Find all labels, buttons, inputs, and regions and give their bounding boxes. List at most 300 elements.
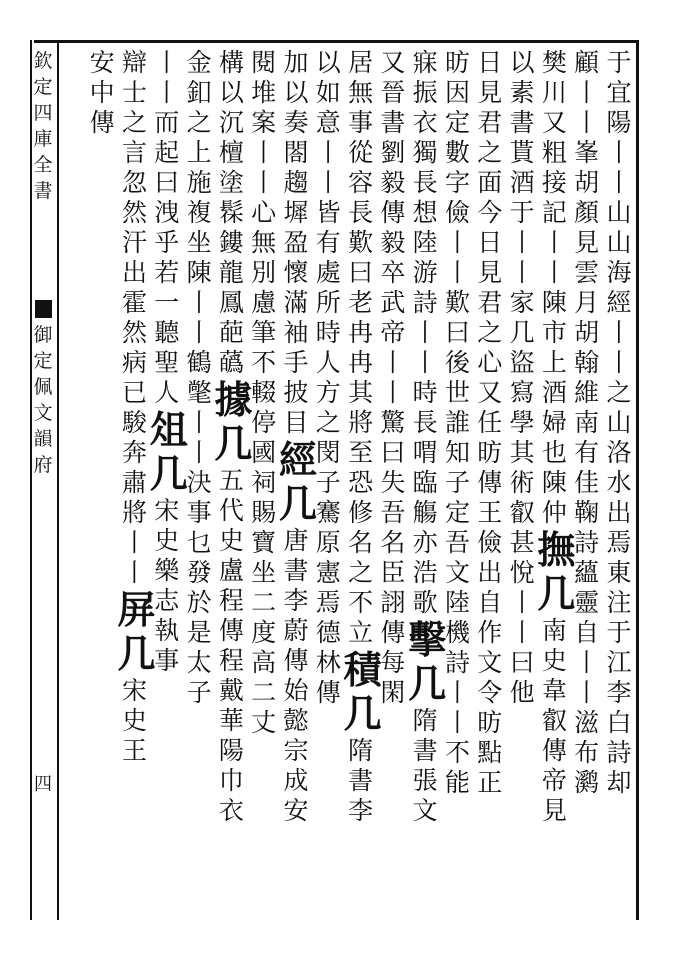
char: 堆 xyxy=(251,78,277,107)
char: 寶 xyxy=(251,528,277,557)
char: 山 xyxy=(606,228,632,257)
char: 史 xyxy=(541,646,567,675)
char: 毅 xyxy=(380,228,406,257)
char: 事 xyxy=(348,108,374,137)
char: 東 xyxy=(606,558,632,587)
char: 曰 xyxy=(509,648,535,677)
char: 詩 xyxy=(444,648,470,677)
char: 也 xyxy=(541,438,567,467)
char: 文 xyxy=(444,558,470,587)
char: 處 xyxy=(315,258,341,287)
char: 丨 xyxy=(509,588,535,617)
char: 陳 xyxy=(186,258,212,287)
char: 悅 xyxy=(509,558,535,587)
char: 几 xyxy=(149,451,188,496)
char: 曰 xyxy=(444,318,470,347)
char: 鳳 xyxy=(218,288,244,317)
char: 盈 xyxy=(283,228,309,257)
char: 長 xyxy=(348,198,374,227)
char: 誰 xyxy=(444,408,470,437)
char: 見 xyxy=(541,796,567,825)
char: 酒 xyxy=(541,378,567,407)
headword xyxy=(117,587,156,676)
char: 將 xyxy=(121,498,147,527)
char: 又 xyxy=(541,108,567,137)
char: 然 xyxy=(121,198,147,227)
char: 貰 xyxy=(509,138,535,167)
char: 丨 xyxy=(444,678,470,707)
char: 祠 xyxy=(251,468,277,497)
char: 君 xyxy=(477,288,503,317)
char: 丨 xyxy=(574,648,600,677)
char: 二 xyxy=(251,588,277,617)
char: 韻 xyxy=(33,428,53,450)
char: 昉 xyxy=(444,48,470,77)
char: 御 xyxy=(33,324,53,346)
char: 盜 xyxy=(509,348,535,377)
char: 歌 xyxy=(412,588,438,617)
char: 丨 xyxy=(315,168,341,197)
char: 定 xyxy=(33,76,53,98)
char: 丨 xyxy=(606,138,632,167)
char: 定 xyxy=(444,108,470,137)
char: 是 xyxy=(186,618,212,647)
char: 于 xyxy=(606,618,632,647)
char: 丨 xyxy=(380,348,406,377)
char: 據 xyxy=(214,377,253,422)
char: 府 xyxy=(33,454,53,476)
char: 高 xyxy=(251,648,277,677)
char: 失 xyxy=(380,468,406,497)
char: 鞠 xyxy=(574,498,600,527)
char: 坐 xyxy=(251,558,277,587)
char: 丨 xyxy=(606,318,632,347)
char: 書 xyxy=(348,766,374,795)
char: 沉 xyxy=(218,108,244,137)
char: 始 xyxy=(283,676,309,705)
char: 於 xyxy=(186,588,212,617)
char: 恐 xyxy=(348,468,374,497)
char: 丨 xyxy=(315,138,341,167)
char: 全 xyxy=(33,154,53,176)
char: 山 xyxy=(606,408,632,437)
char: 機 xyxy=(444,618,470,647)
char: 吾 xyxy=(380,498,406,527)
char: 安 xyxy=(283,796,309,825)
char: 長 xyxy=(412,168,438,197)
char: 文 xyxy=(33,402,53,424)
char: 學 xyxy=(509,408,535,437)
text-column xyxy=(149,48,188,676)
char: 佩 xyxy=(33,376,53,398)
text-column xyxy=(214,48,253,826)
char: 字 xyxy=(444,168,470,197)
char: 皆 xyxy=(315,198,341,227)
page-number: 四 xyxy=(34,774,52,795)
char: 丨 xyxy=(541,258,567,287)
char: 隋 xyxy=(348,736,374,765)
char: 代 xyxy=(218,496,244,525)
text-column xyxy=(279,48,318,826)
char: 歎 xyxy=(348,228,374,257)
char: 粗 xyxy=(541,138,567,167)
char: 積 xyxy=(343,647,382,692)
char: 叡 xyxy=(509,498,535,527)
char: 德 xyxy=(315,618,341,647)
char: 市 xyxy=(541,318,567,347)
char: 目 xyxy=(283,408,309,437)
char: 霍 xyxy=(121,288,147,317)
char: 丨 xyxy=(444,708,470,737)
char: 丨 xyxy=(444,258,470,287)
char: 無 xyxy=(348,78,374,107)
char: 詩 xyxy=(412,288,438,317)
char: 子 xyxy=(186,678,212,707)
char: 至 xyxy=(348,438,374,467)
char: 俎 xyxy=(149,407,188,452)
char: 記 xyxy=(541,198,567,227)
char: 之 xyxy=(186,108,212,137)
text-column xyxy=(602,48,636,798)
char: 名 xyxy=(348,528,374,557)
char: 加 xyxy=(283,48,309,77)
char: 書 xyxy=(380,108,406,137)
char: 儉 xyxy=(444,198,470,227)
char: 翰 xyxy=(574,348,600,377)
char: 李 xyxy=(348,796,374,825)
text-column xyxy=(311,48,345,708)
char: 山 xyxy=(606,198,632,227)
text-run xyxy=(182,348,216,708)
text-run xyxy=(537,616,571,826)
char: 衣 xyxy=(412,108,438,137)
char: 若 xyxy=(154,258,180,287)
char: 丨 xyxy=(251,168,277,197)
char: 冉 xyxy=(348,318,374,347)
char: 令 xyxy=(477,678,503,707)
char: 仲 xyxy=(541,498,567,527)
char: 龍 xyxy=(218,258,244,287)
text-run xyxy=(279,526,313,826)
book-title xyxy=(30,48,56,204)
char: 之 xyxy=(606,378,632,407)
char: 傳 xyxy=(315,678,341,707)
char: 氅 xyxy=(186,378,212,407)
char: 懷 xyxy=(283,258,309,287)
char: 自 xyxy=(477,588,503,617)
char: 因 xyxy=(444,78,470,107)
char: 披 xyxy=(283,378,309,407)
char: 李 xyxy=(283,586,309,615)
char: 韋 xyxy=(541,676,567,705)
char: 君 xyxy=(477,108,503,137)
text-run xyxy=(344,48,378,648)
char: 丨 xyxy=(509,258,535,287)
char: 雲 xyxy=(574,258,600,287)
text-run xyxy=(505,48,539,498)
char: 史 xyxy=(154,526,180,555)
headword xyxy=(279,437,318,526)
headword xyxy=(537,527,576,616)
char: 程 xyxy=(218,586,244,615)
char: 蘊 xyxy=(574,558,600,587)
char: 想 xyxy=(412,198,438,227)
char: 蘤 xyxy=(218,348,244,377)
char: 肅 xyxy=(121,468,147,497)
char: 几 xyxy=(408,661,447,706)
char: 冉 xyxy=(348,348,374,377)
char: 書 xyxy=(509,108,535,137)
char: 鏤 xyxy=(218,228,244,257)
char: 接 xyxy=(541,168,567,197)
text-run xyxy=(408,706,442,826)
text-run xyxy=(279,48,313,438)
char: 海 xyxy=(606,258,632,287)
char: 任 xyxy=(477,408,503,437)
text-run xyxy=(150,48,184,408)
char: 陸 xyxy=(444,588,470,617)
char: 傳 xyxy=(283,646,309,675)
char: 文 xyxy=(477,648,503,677)
text-run xyxy=(408,48,442,618)
text-run xyxy=(182,48,216,348)
char: 容 xyxy=(348,168,374,197)
char: 手 xyxy=(283,348,309,377)
char: 釦 xyxy=(186,78,212,107)
char: 帝 xyxy=(541,766,567,795)
char: 寫 xyxy=(509,378,535,407)
char: 所 xyxy=(315,288,341,317)
char: 觴 xyxy=(412,498,438,527)
char: 丨 xyxy=(412,318,438,347)
text-column xyxy=(182,48,216,708)
char: 史 xyxy=(218,526,244,555)
text-run xyxy=(376,48,410,588)
char: 起 xyxy=(154,138,180,167)
char: 屏 xyxy=(117,587,156,632)
char: 安 xyxy=(89,48,115,77)
char: 傳 xyxy=(380,198,406,227)
char: 閱 xyxy=(251,48,277,77)
char: 浩 xyxy=(412,558,438,587)
char: 几 xyxy=(343,691,382,736)
text-run xyxy=(118,676,152,766)
char: 出 xyxy=(477,558,503,587)
char: 之 xyxy=(477,138,503,167)
char: 日 xyxy=(477,228,503,257)
text-column xyxy=(473,48,507,798)
char: 曰 xyxy=(154,168,180,197)
char: 昉 xyxy=(477,708,503,737)
char: 志 xyxy=(154,586,180,615)
char: 獨 xyxy=(412,138,438,167)
char: 維 xyxy=(574,378,600,407)
char: 川 xyxy=(541,78,567,107)
text-run xyxy=(570,48,604,798)
char: 事 xyxy=(154,646,180,675)
char: 書 xyxy=(412,736,438,765)
section-title-column xyxy=(30,322,56,478)
char: 丨 xyxy=(606,168,632,197)
char: 五 xyxy=(218,466,244,495)
char: 蔚 xyxy=(283,616,309,645)
char: 憲 xyxy=(315,558,341,587)
char: 宗 xyxy=(283,736,309,765)
char: 二 xyxy=(251,678,277,707)
char: 袖 xyxy=(283,318,309,347)
char: 文 xyxy=(412,796,438,825)
char: 奔 xyxy=(121,438,147,467)
char: 子 xyxy=(444,468,470,497)
char: 王 xyxy=(477,498,503,527)
char: 酒 xyxy=(509,168,535,197)
char: 丨 xyxy=(186,438,212,467)
char: 閤 xyxy=(283,138,309,167)
char: 月 xyxy=(574,288,600,317)
char: 子 xyxy=(315,468,341,497)
char: 陽 xyxy=(218,736,244,765)
char: 几 xyxy=(279,481,318,526)
text-run xyxy=(311,48,345,618)
char: 名 xyxy=(380,528,406,557)
char: 㶉 xyxy=(574,768,600,797)
char: 意 xyxy=(315,108,341,137)
char: 武 xyxy=(380,288,406,317)
char: 欽 xyxy=(33,50,53,72)
char: 盧 xyxy=(218,556,244,585)
text-column xyxy=(85,48,119,138)
char: 几 xyxy=(214,421,253,466)
char: 騫 xyxy=(315,498,341,527)
char: 白 xyxy=(606,708,632,737)
char: 史 xyxy=(121,706,147,735)
char: 世 xyxy=(444,378,470,407)
char: 丨 xyxy=(186,288,212,317)
char: 立 xyxy=(348,618,374,647)
char: 曰 xyxy=(380,438,406,467)
text-run xyxy=(505,498,539,708)
char: 几 xyxy=(117,631,156,676)
char: 南 xyxy=(541,616,567,645)
char: 丨 xyxy=(186,318,212,347)
char: 閑 xyxy=(380,678,406,707)
char: 戴 xyxy=(218,676,244,705)
char: 不 xyxy=(348,588,374,617)
char: 江 xyxy=(606,648,632,677)
headword xyxy=(343,647,382,736)
section-title xyxy=(30,322,56,478)
char: 書 xyxy=(283,556,309,585)
char: 發 xyxy=(186,558,212,587)
char: 慮 xyxy=(251,288,277,317)
text-column xyxy=(537,48,576,826)
char: 坐 xyxy=(186,228,212,257)
char: 宋 xyxy=(121,676,147,705)
char: 四 xyxy=(33,102,53,124)
char: 面 xyxy=(477,168,503,197)
char: 焉 xyxy=(606,528,632,557)
char: 奏 xyxy=(283,108,309,137)
char: 上 xyxy=(541,348,567,377)
char: 無 xyxy=(251,228,277,257)
char: 又 xyxy=(477,378,503,407)
char: 葩 xyxy=(218,318,244,347)
char: 中 xyxy=(89,78,115,107)
char: 于 xyxy=(606,48,632,77)
char: 自 xyxy=(574,618,600,647)
text-column xyxy=(117,48,156,766)
margin-divider-line xyxy=(57,40,59,920)
char: 塗 xyxy=(218,168,244,197)
char: 于 xyxy=(509,198,535,227)
char: 傳 xyxy=(477,468,503,497)
text-run xyxy=(214,48,248,378)
char: 乎 xyxy=(154,228,180,257)
char: 檀 xyxy=(218,138,244,167)
margin-column xyxy=(30,48,56,204)
char: 之 xyxy=(348,558,374,587)
headword xyxy=(214,377,253,466)
headword xyxy=(408,617,447,706)
char: 術 xyxy=(509,468,535,497)
char: 以 xyxy=(218,78,244,107)
char: 樊 xyxy=(541,48,567,77)
char: 人 xyxy=(154,378,180,407)
char: 筆 xyxy=(251,318,277,347)
char: 出 xyxy=(606,498,632,527)
char: 喟 xyxy=(412,438,438,467)
char: 峯 xyxy=(574,138,600,167)
char: 林 xyxy=(315,648,341,677)
char: 事 xyxy=(186,498,212,527)
char: 人 xyxy=(315,348,341,377)
char: 唐 xyxy=(283,526,309,555)
char: 出 xyxy=(121,258,147,287)
char: 丨 xyxy=(574,78,600,107)
char: 書 xyxy=(33,180,53,202)
char: 又 xyxy=(380,48,406,77)
char: 一 xyxy=(154,288,180,317)
char: 丨 xyxy=(509,618,535,647)
char: 丨 xyxy=(121,528,147,557)
char: 丨 xyxy=(154,48,180,77)
char: 數 xyxy=(444,138,470,167)
char: 素 xyxy=(509,78,535,107)
text-column xyxy=(505,48,539,708)
char: 有 xyxy=(315,228,341,257)
char: 趨 xyxy=(283,168,309,197)
char: 之 xyxy=(121,108,147,137)
char: 其 xyxy=(348,378,374,407)
char: 詡 xyxy=(380,588,406,617)
char: 丨 xyxy=(251,138,277,167)
char: 洩 xyxy=(154,198,180,227)
char: 撫 xyxy=(537,527,576,572)
char: 見 xyxy=(477,78,503,107)
char: 度 xyxy=(251,618,277,647)
char: 焉 xyxy=(315,588,341,617)
char: 有 xyxy=(574,438,600,467)
char: 劉 xyxy=(380,138,406,167)
char: 洛 xyxy=(606,438,632,467)
char: 其 xyxy=(509,438,535,467)
char: 以 xyxy=(509,48,535,77)
char: 顧 xyxy=(574,48,600,77)
char: 已 xyxy=(121,378,147,407)
char: 案 xyxy=(251,108,277,137)
char: 丈 xyxy=(251,708,277,737)
char: 胡 xyxy=(574,318,600,347)
